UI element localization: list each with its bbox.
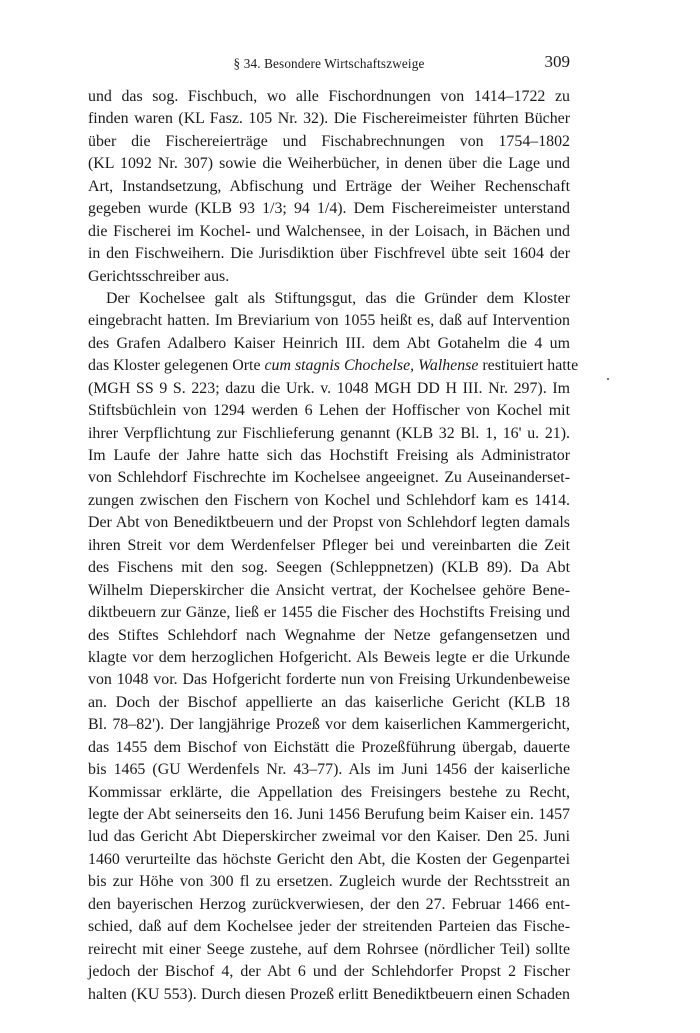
text-line: halten (KU 553). Durch diesen Prozeß erlitt Benediktbeuern einen Schaden xyxy=(88,985,570,1003)
text-line: 1460 verurteilte das höchste Gericht den Abt, die Kosten der Gegenpartei xyxy=(88,850,570,868)
text-line: Im Laufe der Jahre hatte sich das Hochstift Freising als Administrator xyxy=(88,447,570,464)
text-line: über die Fischereierträge und Fischabrechnungen von 1754–1802 xyxy=(88,132,570,150)
text-span: das Kloster gelegenen Orte xyxy=(88,357,265,375)
page-number: 309 xyxy=(544,52,570,71)
text-line: finden waren (KL Fasz. 105 Nr. 32). Die Fischereimeister führten Bücher xyxy=(88,110,570,128)
text-line: den bayerischen Herzog zurückverwiesen, der den 27. Februar 1466 ent- xyxy=(88,895,570,913)
text-line: ihren Streit vor dem Werdenfelser Pfleger bei und vereinbarten die Zeit xyxy=(88,536,570,554)
text-line: Der Abt von Benediktbeuern und der Propst von Schlehdorf legten damals xyxy=(88,514,570,532)
text-line: an. Doch der Bischof appellierte an das kaiserliche Gericht (KLB 18 xyxy=(88,693,570,711)
text-line: schied, daß auf dem Kochelsee jeder der streitenden Parteien das Fische- xyxy=(88,918,570,936)
text-line: lud das Gericht Abt Dieperskircher zweimal vor den Kaiser. Den 25. Juni xyxy=(88,828,570,846)
text-line: eingebracht hatten. Im Breviarium von 1055 heißt es, daß auf Intervention xyxy=(88,312,570,330)
text-line: klagte vor dem herzoglichen Hofgericht. Als Beweis legte er die Urkunde xyxy=(88,648,570,666)
text-line: von Schlehdorf Fischrechte im Kochelsee angeeignet. Zu Auseinanderset- xyxy=(88,469,570,487)
text-line: Wilhelm Dieperskircher die Ansicht vertrat, der Kochelsee gehöre Bene- xyxy=(88,581,570,599)
text-line: Stiftsbüchlein von 1294 werden 6 Lehen der Hoffischer von Kochel mit xyxy=(88,402,570,420)
text-line: legte der Abt seinerseits den 16. Juni 1456 Berufung beim Kaiser ein. 1457 xyxy=(88,806,570,823)
text-line: die Fischerei im Kochel- und Walchensee, in der Loisach, in Bächen und xyxy=(88,222,570,240)
text-line: und das sog. Fischbuch, wo alle Fischordnungen von 1414–1722 zu xyxy=(88,88,570,105)
text-line: des Grafen Adalbero Kaiser Heinrich III. dem Abt Gotahelm die 4 um xyxy=(88,334,570,352)
text-line: in den Fischweihern. Die Jurisdiktion über Fischfrevel übte seit 1604 der xyxy=(88,245,570,263)
text-line: bis zur Höhe von 300 fl zu ersetzen. Zugleich wurde der Rechtsstreit an xyxy=(88,873,570,891)
paragraph-first-line: Der Kochelsee galt als Stiftungsgut, das die Gründer dem Kloster xyxy=(106,289,570,307)
italic-latin-phrase: cum stagnis Chochelse, Walhense xyxy=(264,357,479,375)
running-head: § 34. Besondere Wirtschaftszweige xyxy=(233,56,425,71)
text-line: Bl. 78–82'). Der langjährige Prozeß vor dem kaiserlichen Kammergericht, xyxy=(88,716,570,734)
page-header xyxy=(88,52,570,78)
text-line: das 1455 dem Bischof von Eichstätt die Prozeßführung übergab, dauerte xyxy=(88,738,570,756)
text-line: ihrer Verpflichtung zur Fischlieferung genannt (KLB 32 Bl. 1, 16' u. 21). xyxy=(88,424,570,442)
text-line: von 1048 vor. Das Hofgericht forderte nun von Freising Urkundenbeweise xyxy=(88,671,570,689)
text-span: restituiert hatte xyxy=(478,357,579,375)
text-line: diktbeuern zur Gänze, ließ er 1455 die Fischer des Hochstifts Freising und xyxy=(88,604,570,622)
text-line: reirecht mit einer Seege zustehe, auf dem Rohrsee (nördlicher Teil) sollte xyxy=(88,940,570,958)
text-line: (KL 1092 Nr. 307) sowie die Weiherbücher, in denen über die Lage und xyxy=(88,155,570,173)
text-line: Kommissar erklärte, die Appellation des Freisingers bestehe zu Recht, xyxy=(88,783,570,801)
text-line: gegeben wurde (KLB 93 1/3; 94 1/4). Dem Fischereimeister unterstand xyxy=(88,200,570,218)
text-line: des Fischens mit den sog. Seegen (Schleppnetzen) (KLB 89). Da Abt xyxy=(88,559,570,577)
text-line: bis 1465 (GU Werdenfels Nr. 43–77). Als im Juni 1456 der kaiserliche xyxy=(88,761,570,779)
text-line: zungen zwischen den Fischern von Kochel und Schlehdorf kam es 1414. xyxy=(88,491,570,509)
text-line: des Stiftes Schlehdorf nach Wegnahme der Netze gefangensetzen und xyxy=(88,626,570,644)
text-line: Gerichtsschreiber aus. xyxy=(88,267,230,285)
text-line: Art, Instandsetzung, Abfischung und Erträge der Weiher Rechenschaft xyxy=(88,177,570,195)
text-line: jedoch der Bischof 4, der Abt 6 und der Schlehdorfer Propst 2 Fischer xyxy=(88,963,570,981)
margin-speck xyxy=(607,378,609,380)
text-line-with-italic xyxy=(88,355,579,377)
body-text xyxy=(88,86,579,1006)
text-line: (MGH SS 9 S. 223; dazu die Urk. v. 1048 MGH DD H III. Nr. 297). Im xyxy=(88,379,570,397)
